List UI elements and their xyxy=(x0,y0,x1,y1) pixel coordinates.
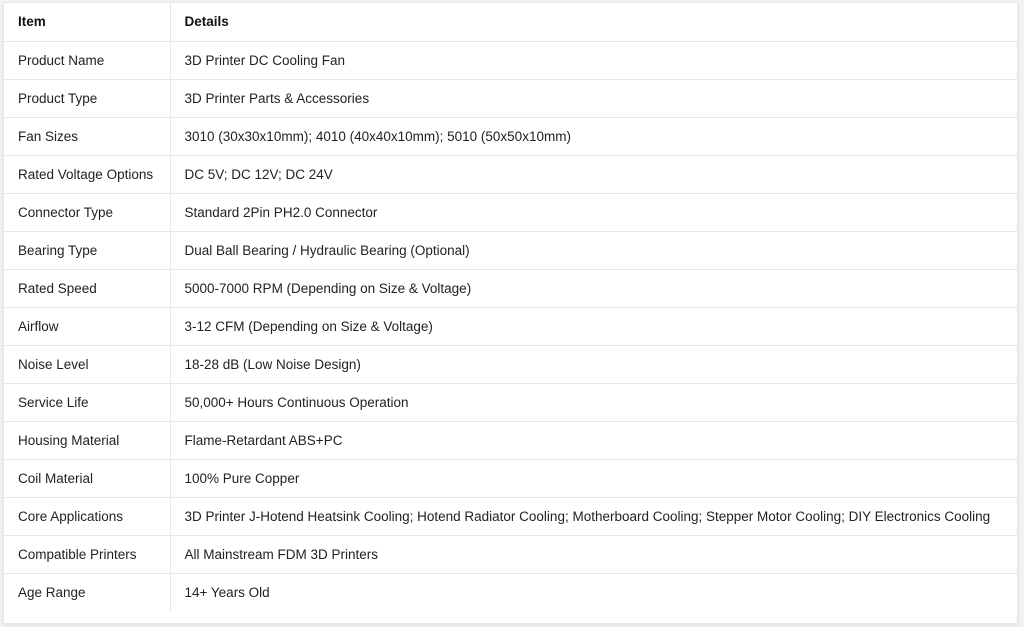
table-row xyxy=(4,497,1017,535)
row-item: Bearing Type xyxy=(4,231,170,269)
table-row xyxy=(4,117,1017,155)
row-item: Product Type xyxy=(4,79,170,117)
table-row xyxy=(4,79,1017,117)
row-details: 18-28 dB (Low Noise Design) xyxy=(170,345,1017,383)
row-details: Dual Ball Bearing / Hydraulic Bearing (Optional) xyxy=(170,231,1017,269)
table-row xyxy=(4,193,1017,231)
table-row xyxy=(4,345,1017,383)
row-item: Product Name xyxy=(4,41,170,79)
row-item: Core Applications xyxy=(4,497,170,535)
table-row xyxy=(4,155,1017,193)
row-item: Rated Voltage Options xyxy=(4,155,170,193)
table-row xyxy=(4,231,1017,269)
header-item: Item xyxy=(4,3,170,41)
row-details: 3D Printer J-Hotend Heatsink Cooling; Hotend Radiator Cooling; Motherboard Cooling; Stepper Motor Cooling; DIY Electronics Cooling xyxy=(170,497,1017,535)
row-details: Standard 2Pin PH2.0 Connector xyxy=(170,193,1017,231)
row-details: DC 5V; DC 12V; DC 24V xyxy=(170,155,1017,193)
row-details: 3D Printer Parts & Accessories xyxy=(170,79,1017,117)
row-details: 14+ Years Old xyxy=(184,584,270,600)
row-details: 50,000+ Hours Continuous Operation xyxy=(170,383,1017,421)
row-item: Compatible Printers xyxy=(4,535,170,573)
row-details: All Mainstream FDM 3D Printers xyxy=(170,535,1017,573)
row-item: Coil Material xyxy=(4,459,170,497)
row-item: Age Range xyxy=(4,573,170,611)
header-details: Details xyxy=(170,3,1017,41)
row-item: Rated Speed xyxy=(4,269,170,307)
table-row xyxy=(4,573,1017,611)
table-row xyxy=(4,383,1017,421)
row-item: Fan Sizes xyxy=(4,117,170,155)
row-details: 100% Pure Copper xyxy=(170,459,1017,497)
row-details: 3010 (30x30x10mm); 4010 (40x40x10mm); 5010 (50x50x10mm) xyxy=(170,117,1017,155)
row-item: Connector Type xyxy=(4,193,170,231)
row-item: Noise Level xyxy=(4,345,170,383)
row-item: Housing Material xyxy=(4,421,170,459)
row-details: 3-12 CFM (Depending on Size & Voltage) xyxy=(170,307,1017,345)
table-header-row xyxy=(4,3,1017,41)
table-row xyxy=(4,41,1017,79)
table-row xyxy=(4,421,1017,459)
spec-table-card xyxy=(3,2,1018,624)
table-row xyxy=(4,535,1017,573)
table-row xyxy=(4,307,1017,345)
row-details: 3D Printer DC Cooling Fan xyxy=(170,41,1017,79)
row-details: Flame-Retardant ABS+PC xyxy=(170,421,1017,459)
row-item: Service Life xyxy=(4,383,170,421)
row-details: 5000-7000 RPM (Depending on Size & Voltage) xyxy=(170,269,1017,307)
row-item: Airflow xyxy=(4,307,170,345)
table-row xyxy=(4,269,1017,307)
table-row xyxy=(4,459,1017,497)
spec-table xyxy=(4,3,1017,611)
